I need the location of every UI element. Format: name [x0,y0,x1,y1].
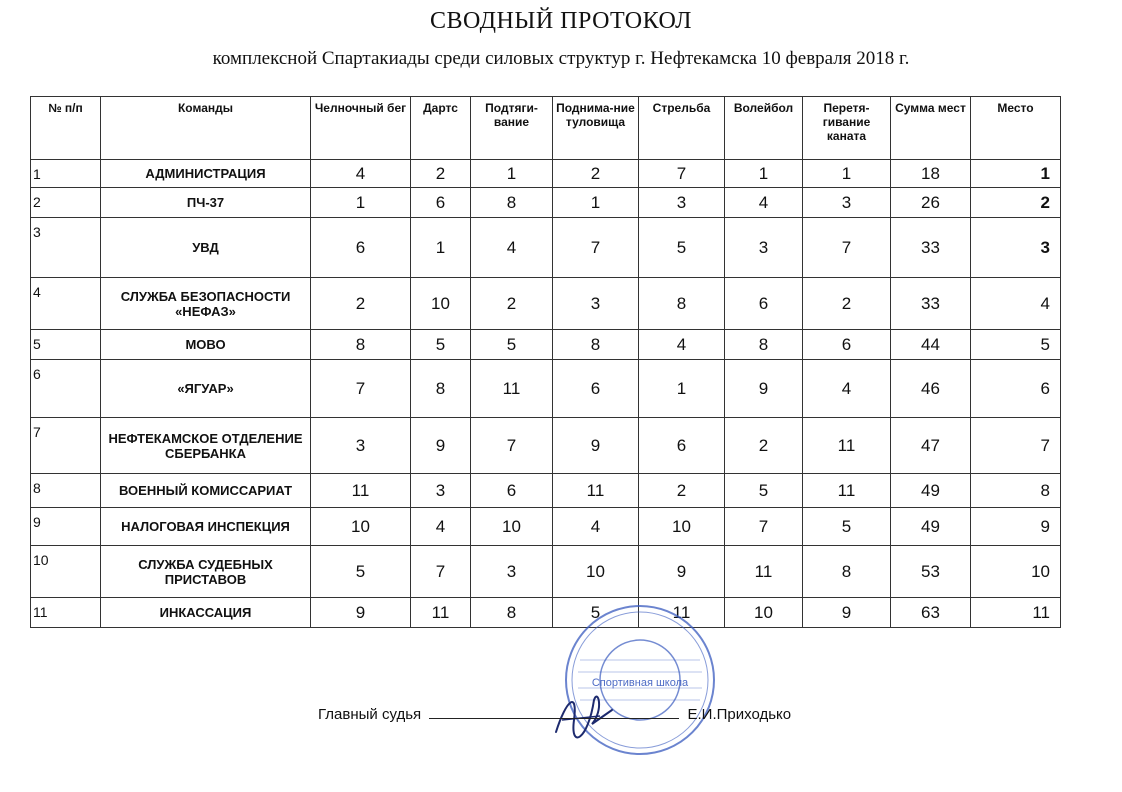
row-number: 9 [31,508,101,546]
score-cell: 1 [311,188,411,218]
score-cell: 4 [803,360,891,418]
team-name: УВД [101,218,311,278]
table-row [31,330,1061,360]
score-cell: 3 [411,474,471,508]
score-cell: 10 [411,278,471,330]
score-cell: 6 [725,278,803,330]
score-cell: 63 [891,598,971,628]
place-cell: 7 [971,418,1061,474]
score-cell: 2 [553,160,639,188]
signature-line [429,704,679,719]
document-subtitle: комплексной Спартакиады среди силовых структур г. Нефтекамска 10 февраля 2018 г. [212,48,910,69]
score-cell: 3 [311,418,411,474]
row-number: 8 [31,474,101,508]
score-cell: 10 [471,508,553,546]
table-row [31,218,1061,278]
table-body [31,160,1061,628]
score-cell: 6 [803,330,891,360]
score-cell: 10 [725,598,803,628]
table-row [31,546,1061,598]
score-cell: 26 [891,188,971,218]
column-header: Команды [101,97,311,160]
score-cell: 6 [311,218,411,278]
score-cell: 5 [725,474,803,508]
score-cell: 18 [891,160,971,188]
score-cell: 3 [471,546,553,598]
team-name: ИНКАССАЦИЯ [101,598,311,628]
score-cell: 10 [639,508,725,546]
score-cell: 11 [803,418,891,474]
place-cell: 5 [971,330,1061,360]
score-cell: 7 [725,508,803,546]
place-cell: 10 [971,546,1061,598]
score-cell: 1 [639,360,725,418]
score-cell: 3 [803,188,891,218]
column-header: Подтяги-вание [471,97,553,160]
table-header-row [31,97,1061,160]
document-title: СВОДНЫЙ ПРОТОКОЛ [430,8,692,34]
score-cell: 2 [411,160,471,188]
score-cell: 4 [725,188,803,218]
score-cell: 11 [639,598,725,628]
score-cell: 1 [411,218,471,278]
score-cell: 5 [411,330,471,360]
score-cell: 9 [311,598,411,628]
score-cell: 11 [471,360,553,418]
score-cell: 2 [311,278,411,330]
score-cell: 5 [311,546,411,598]
score-cell: 4 [553,508,639,546]
score-cell: 9 [725,360,803,418]
score-cell: 8 [311,330,411,360]
column-header: Сумма мест [891,97,971,160]
score-cell: 7 [639,160,725,188]
place-cell: 4 [971,278,1061,330]
team-name: СЛУЖБА СУДЕБНЫХ ПРИСТАВОВ [101,546,311,598]
score-cell: 49 [891,508,971,546]
judge-label: Главный судья [318,706,422,723]
score-cell: 9 [553,418,639,474]
judge-signature-line [318,704,791,723]
score-cell: 1 [803,160,891,188]
score-cell: 10 [553,546,639,598]
column-header: Дартс [411,97,471,160]
team-name: НЕФТЕКАМСКОЕ ОТДЕЛЕНИЕ СБЕРБАНКА [101,418,311,474]
results-table [30,96,1061,628]
score-cell: 8 [553,330,639,360]
place-cell: 9 [971,508,1061,546]
score-cell: 4 [311,160,411,188]
row-number: 2 [31,188,101,218]
column-header: Место [971,97,1061,160]
score-cell: 5 [803,508,891,546]
place-cell: 3 [971,218,1061,278]
score-cell: 11 [553,474,639,508]
score-cell: 10 [311,508,411,546]
score-cell: 1 [553,188,639,218]
table-row [31,474,1061,508]
score-cell: 5 [553,598,639,628]
score-cell: 7 [553,218,639,278]
table-row [31,360,1061,418]
team-name: МОВО [101,330,311,360]
place-cell: 8 [971,474,1061,508]
score-cell: 53 [891,546,971,598]
column-header: Поднима-ние туловища [553,97,639,160]
row-number: 3 [31,218,101,278]
score-cell: 1 [471,160,553,188]
score-cell: 7 [411,546,471,598]
score-cell: 6 [639,418,725,474]
team-name: НАЛОГОВАЯ ИНСПЕКЦИЯ [101,508,311,546]
score-cell: 6 [411,188,471,218]
column-header: Челночный бег [311,97,411,160]
score-cell: 49 [891,474,971,508]
score-cell: 5 [471,330,553,360]
place-cell: 1 [971,160,1061,188]
table-row [31,598,1061,628]
score-cell: 6 [553,360,639,418]
score-cell: 4 [471,218,553,278]
column-header: Стрельба [639,97,725,160]
score-cell: 11 [725,546,803,598]
score-cell: 1 [725,160,803,188]
score-cell: 33 [891,218,971,278]
score-cell: 3 [725,218,803,278]
score-cell: 5 [639,218,725,278]
score-cell: 9 [639,546,725,598]
score-cell: 9 [803,598,891,628]
row-number: 5 [31,330,101,360]
score-cell: 3 [639,188,725,218]
score-cell: 7 [803,218,891,278]
score-cell: 4 [411,508,471,546]
row-number: 11 [31,598,101,628]
column-header: Перетя-гивание каната [803,97,891,160]
score-cell: 2 [803,278,891,330]
score-cell: 7 [311,360,411,418]
table-row [31,160,1061,188]
row-number: 6 [31,360,101,418]
place-cell: 2 [971,188,1061,218]
score-cell: 8 [411,360,471,418]
score-cell: 6 [471,474,553,508]
team-name: ПЧ-37 [101,188,311,218]
score-cell: 8 [471,598,553,628]
score-cell: 2 [471,278,553,330]
column-header: Волейбол [725,97,803,160]
team-name: АДМИНИСТРАЦИЯ [101,160,311,188]
score-cell: 7 [471,418,553,474]
score-cell: 3 [553,278,639,330]
score-cell: 11 [803,474,891,508]
team-name: ВОЕННЫЙ КОМИССАРИАТ [101,474,311,508]
score-cell: 11 [411,598,471,628]
table-row [31,418,1061,474]
place-cell: 6 [971,360,1061,418]
score-cell: 9 [411,418,471,474]
score-cell: 46 [891,360,971,418]
place-cell: 11 [971,598,1061,628]
table-row [31,278,1061,330]
row-number: 7 [31,418,101,474]
team-name: СЛУЖБА БЕЗОПАСНОСТИ «НЕФАЗ» [101,278,311,330]
score-cell: 8 [639,278,725,330]
score-cell: 4 [639,330,725,360]
column-header: № п/п [31,97,101,160]
table-row [31,188,1061,218]
score-cell: 11 [311,474,411,508]
score-cell: 44 [891,330,971,360]
score-cell: 8 [725,330,803,360]
score-cell: 2 [639,474,725,508]
row-number: 1 [31,160,101,188]
score-cell: 8 [803,546,891,598]
judge-name: Е.И.Приходько [687,706,792,723]
score-cell: 8 [471,188,553,218]
team-name: «ЯГУАР» [101,360,311,418]
row-number: 4 [31,278,101,330]
stamp-text: Спортивная школа [591,677,689,689]
row-number: 10 [31,546,101,598]
score-cell: 2 [725,418,803,474]
score-cell: 33 [891,278,971,330]
score-cell: 47 [891,418,971,474]
table-row [31,508,1061,546]
